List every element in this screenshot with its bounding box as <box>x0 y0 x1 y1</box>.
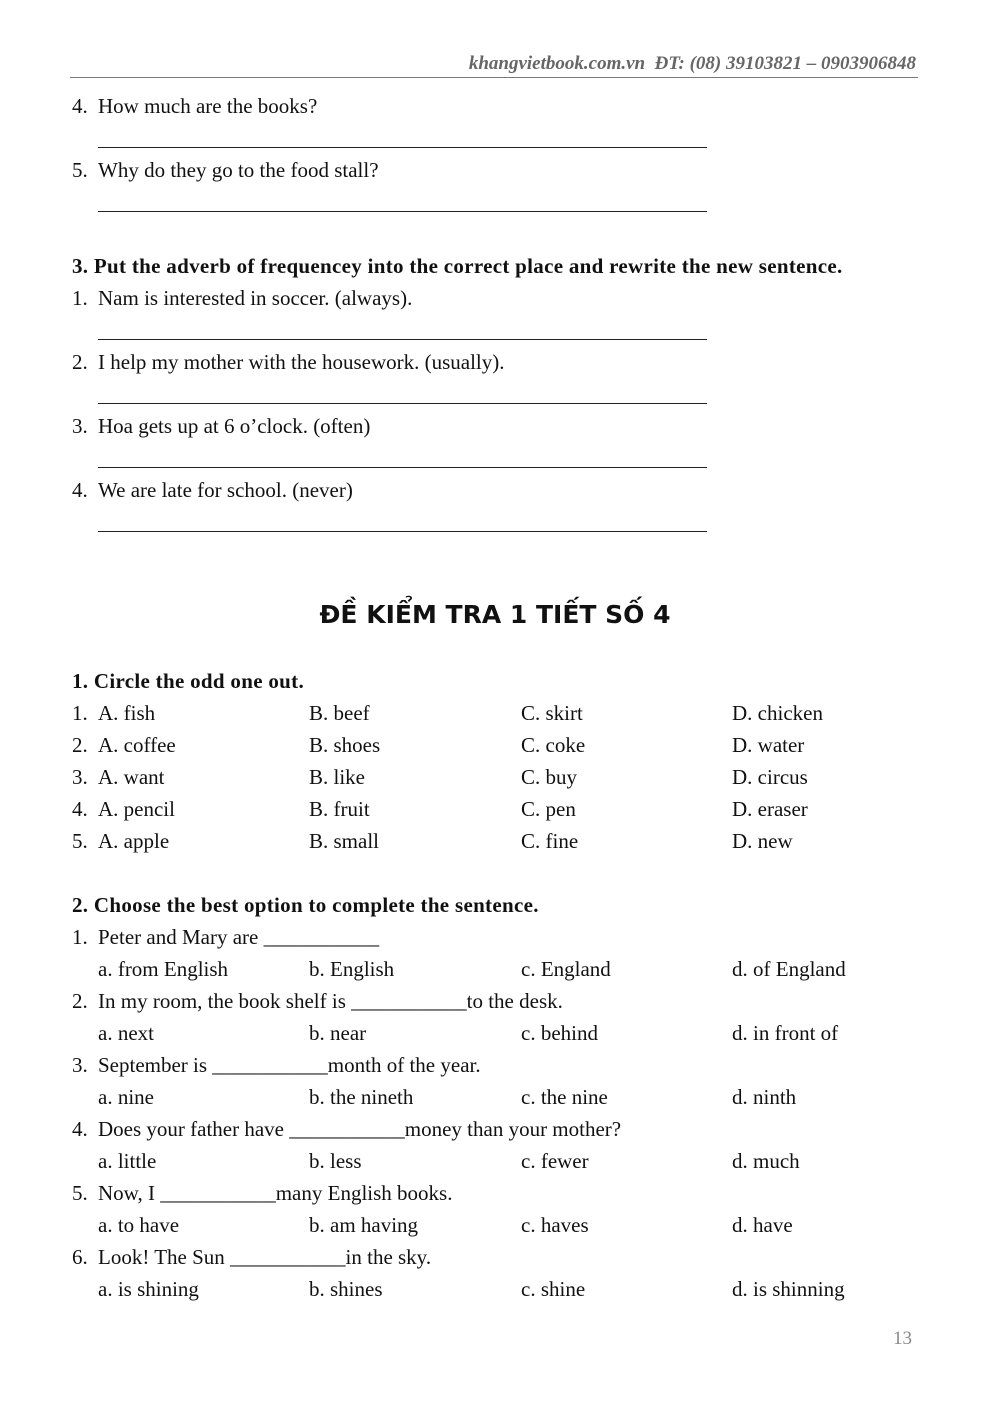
answer-option: D. water <box>732 733 805 757</box>
question-number: 5. <box>72 829 88 853</box>
answer-line[interactable] <box>98 211 707 212</box>
answer-option: D. new <box>732 829 793 853</box>
answer-option: b. the nineth <box>309 1085 414 1109</box>
answer-option: d. is shinning <box>732 1277 845 1301</box>
test-title: ĐỀ KIỂM TRA 1 TIẾT SỐ 4 <box>319 600 671 629</box>
answer-option: d. have <box>732 1213 793 1237</box>
answer-line[interactable] <box>98 147 707 148</box>
answer-option: a. from English <box>98 957 229 981</box>
question-text: Nam is interested in soccer. (always). <box>98 286 413 310</box>
answer-option: B. shoes <box>309 733 381 757</box>
answer-option: A. fish <box>98 701 156 725</box>
section-heading: 3. Put the adverb of frequencey into the correct place and rewrite the new sentence. <box>72 254 843 278</box>
question-text: We are late for school. (never) <box>98 478 353 502</box>
answer-option: c. England <box>521 957 611 981</box>
answer-option: B. fruit <box>309 797 370 821</box>
answer-option: A. apple <box>98 829 170 853</box>
answer-option: d. much <box>732 1149 800 1173</box>
question-text: How much are the books? <box>98 94 318 118</box>
answer-option: C. coke <box>521 733 586 757</box>
page-header: khangvietbook.com.vn ĐT: (08) 39103821 – 0903906848 <box>468 53 916 74</box>
answer-option: B. like <box>309 765 365 789</box>
section-heading: 1. Circle the odd one out. <box>72 669 304 693</box>
header-rule <box>70 77 918 78</box>
answer-option: C. skirt <box>521 701 583 725</box>
answer-line[interactable] <box>98 467 707 468</box>
answer-option: D. eraser <box>732 797 808 821</box>
answer-option: a. next <box>98 1021 154 1045</box>
question-number: 3. <box>72 765 88 789</box>
question-number: 1. <box>72 286 88 310</box>
answer-line[interactable] <box>98 339 707 340</box>
question-number: 4. <box>72 478 88 502</box>
question-text: Why do they go to the food stall? <box>98 158 379 182</box>
answer-option: A. want <box>98 765 165 789</box>
question-number: 2. <box>72 733 88 757</box>
answer-option: B. small <box>309 829 380 853</box>
answer-option: C. pen <box>521 797 576 821</box>
question-number: 4. <box>72 94 88 118</box>
question-text: Now, I ___________many English books. <box>98 1181 453 1205</box>
question-number: 3. <box>72 414 88 438</box>
answer-option: c. behind <box>521 1021 598 1045</box>
answer-option: a. little <box>98 1149 157 1173</box>
answer-option: a. to have <box>98 1213 180 1237</box>
answer-option: d. of England <box>732 957 846 981</box>
question-number: 2. <box>72 350 88 374</box>
question-text: September is ___________month of the year. <box>98 1053 481 1077</box>
answer-option: A. coffee <box>98 733 176 757</box>
answer-option: b. near <box>309 1021 367 1045</box>
answer-option: B. beef <box>309 701 370 725</box>
answer-line[interactable] <box>98 403 707 404</box>
answer-option: b. English <box>309 957 395 981</box>
question-text: Does your father have ___________money than your mother? <box>98 1117 622 1141</box>
question-number: 5. <box>72 158 88 182</box>
answer-option: b. am having <box>309 1213 419 1237</box>
question-number: 1. <box>72 925 88 949</box>
question-number: 6. <box>72 1245 88 1269</box>
section-heading: 2. Choose the best option to complete the sentence. <box>72 893 539 917</box>
question-text: In my room, the book shelf is ___________to the desk. <box>98 989 563 1013</box>
answer-option: b. less <box>309 1149 362 1173</box>
answer-option: a. is shining <box>98 1277 199 1301</box>
answer-option: a. nine <box>98 1085 154 1109</box>
answer-option: c. fewer <box>521 1149 589 1173</box>
question-number: 4. <box>72 1117 88 1141</box>
question-number: 4. <box>72 797 88 821</box>
question-number: 3. <box>72 1053 88 1077</box>
question-text: I help my mother with the housework. (usually). <box>98 350 505 374</box>
answer-line[interactable] <box>98 531 707 532</box>
answer-option: A. pencil <box>98 797 175 821</box>
question-number: 1. <box>72 701 88 725</box>
page-number: 13 <box>893 1328 912 1349</box>
answer-option: d. ninth <box>732 1085 797 1109</box>
question-text: Look! The Sun ___________in the sky. <box>98 1245 432 1269</box>
answer-option: C. fine <box>521 829 579 853</box>
answer-option: c. haves <box>521 1213 589 1237</box>
answer-option: c. shine <box>521 1277 586 1301</box>
question-number: 5. <box>72 1181 88 1205</box>
answer-option: C. buy <box>521 765 578 789</box>
answer-option: d. in front of <box>732 1021 839 1045</box>
answer-option: D. circus <box>732 765 808 789</box>
question-text: Peter and Mary are ___________ <box>98 925 380 949</box>
question-number: 2. <box>72 989 88 1013</box>
question-text: Hoa gets up at 6 o’clock. (often) <box>98 414 371 438</box>
answer-option: c. the nine <box>521 1085 608 1109</box>
answer-option: D. chicken <box>732 701 823 725</box>
answer-option: b. shines <box>309 1277 383 1301</box>
